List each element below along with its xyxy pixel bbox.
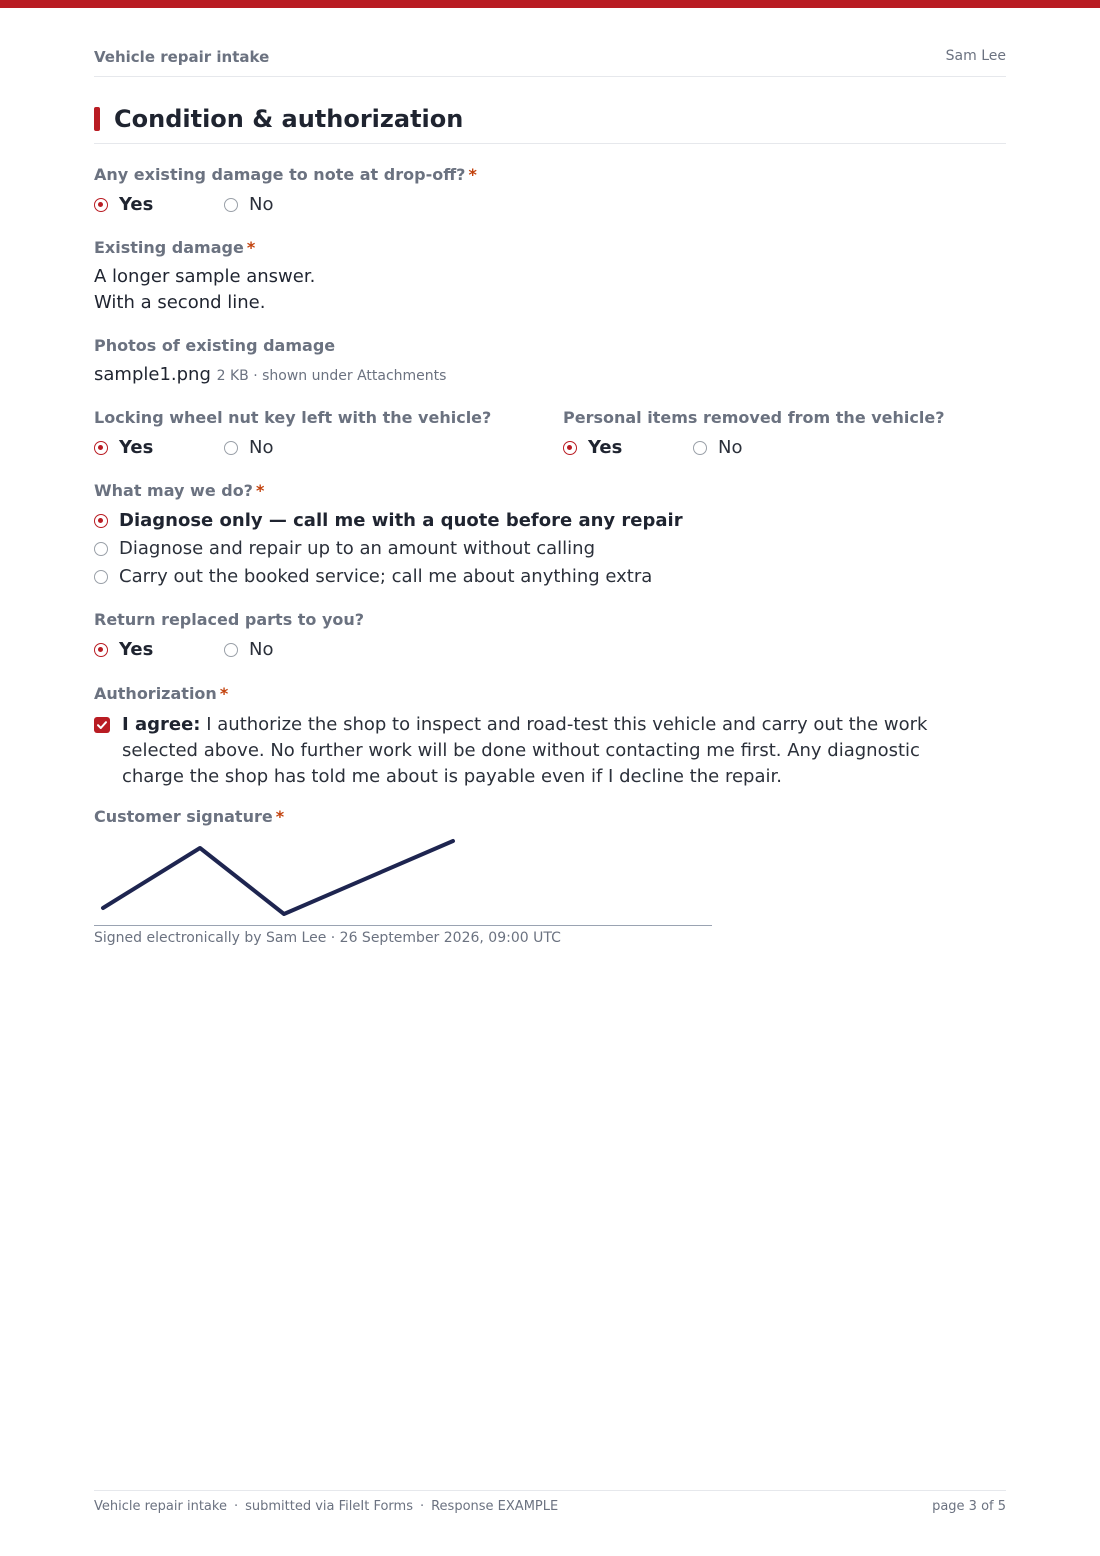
radio-no[interactable]: [224, 192, 273, 218]
file-meta: 2 KB · shown under Attachments: [216, 368, 447, 384]
radio-empty-icon: [224, 198, 238, 212]
section-title: Condition & authorization: [114, 105, 464, 133]
section-header: [94, 104, 1006, 144]
file-attachment: [94, 362, 446, 389]
radio-group: [94, 192, 477, 218]
radio-selected-icon: [563, 441, 577, 455]
question-damage-description: [94, 238, 315, 316]
agree-checkbox-row: [94, 712, 984, 790]
question-work-scope: [94, 481, 683, 591]
radio-diagnose-repair[interactable]: [94, 535, 683, 563]
required-marker: *: [275, 807, 285, 826]
question-label: Customer signature: [94, 807, 273, 826]
radio-group: [94, 507, 683, 591]
radio-group: [94, 435, 491, 461]
file-name[interactable]: sample1.png: [94, 364, 211, 385]
radio-group: [563, 435, 945, 461]
required-marker: *: [246, 238, 256, 257]
question-personal-items: [563, 408, 945, 461]
section-accent-bar: [94, 107, 100, 131]
question-label: Personal items removed from the vehicle?: [563, 408, 945, 427]
radio-label: Yes: [119, 437, 154, 458]
question-label: What may we do?: [94, 481, 253, 500]
radio-selected-icon: [94, 514, 108, 528]
radio-empty-icon: [224, 441, 238, 455]
agree-lead: I agree:: [122, 714, 201, 735]
question-label: Photos of existing damage: [94, 336, 336, 355]
radio-selected-icon: [94, 198, 108, 212]
question-signature: [94, 807, 712, 946]
question-label: Return replaced parts to you?: [94, 610, 365, 629]
page-header: [94, 48, 1006, 77]
radio-no[interactable]: [693, 435, 742, 461]
radio-label: No: [249, 437, 274, 458]
radio-label: Diagnose only — call me with a quote before any repair: [119, 510, 683, 531]
checkbox-checked-icon[interactable]: [94, 717, 110, 733]
question-locking-nut: [94, 408, 491, 461]
radio-empty-icon: [224, 643, 238, 657]
signature-box: [94, 833, 712, 926]
footer-separator: ·: [419, 1499, 425, 1514]
question-label: Locking wheel nut key left with the vehicle?: [94, 408, 492, 427]
footer-via: submitted via FileIt Forms: [245, 1499, 413, 1514]
radio-no[interactable]: [224, 435, 273, 461]
radio-label: Carry out the booked service; call me about anything extra: [119, 566, 653, 587]
question-photos: [94, 336, 446, 389]
radio-empty-icon: [693, 441, 707, 455]
radio-yes[interactable]: [94, 637, 153, 663]
radio-label: No: [249, 194, 274, 215]
page-number: page 3 of 5: [932, 1499, 1006, 1514]
radio-empty-icon: [94, 570, 108, 584]
question-return-parts: [94, 610, 364, 663]
question-label: Authorization: [94, 684, 217, 703]
top-accent-bar: [0, 0, 1100, 8]
radio-label: No: [718, 437, 743, 458]
question-existing-damage: [94, 165, 477, 218]
radio-selected-icon: [94, 441, 108, 455]
page-footer: [94, 1490, 1006, 1514]
footer-separator: ·: [233, 1499, 239, 1514]
required-marker: *: [219, 684, 229, 703]
radio-label: Diagnose and repair up to an amount without calling: [119, 538, 595, 559]
radio-selected-icon: [94, 643, 108, 657]
radio-label: Yes: [119, 194, 154, 215]
agree-statement: I authorize the shop to inspect and road-test this vehicle and carry out the work selected above. No further work will be done without contacting me first. Any diagnostic charge the shop has told me about is payable even if I decline the repair.: [122, 714, 928, 787]
required-marker: *: [468, 165, 477, 184]
user-name: Sam Lee: [945, 48, 1006, 64]
answer-text: A longer sample answer. With a second line.: [94, 266, 316, 313]
radio-booked-service[interactable]: [94, 563, 683, 591]
signature-caption: Signed electronically by Sam Lee · 26 September 2026, 09:00 UTC: [94, 930, 561, 946]
footer-response: Response EXAMPLE: [431, 1499, 559, 1514]
question-label: Any existing damage to note at drop-off?: [94, 165, 466, 184]
radio-label: No: [249, 639, 274, 660]
radio-label: Yes: [119, 639, 154, 660]
radio-no[interactable]: [224, 637, 273, 663]
radio-yes[interactable]: [563, 435, 622, 461]
radio-label: Yes: [588, 437, 623, 458]
radio-diagnose-only[interactable]: [94, 507, 683, 535]
question-authorization: [94, 684, 984, 790]
radio-yes[interactable]: [94, 192, 153, 218]
footer-form-name: Vehicle repair intake: [94, 1499, 227, 1514]
question-label: Existing damage: [94, 238, 244, 257]
required-marker: *: [255, 481, 265, 500]
radio-yes[interactable]: [94, 435, 153, 461]
radio-group: [94, 637, 364, 663]
signature-drawing: [94, 833, 712, 925]
agree-text: [122, 712, 984, 790]
form-title: Vehicle repair intake: [94, 48, 270, 66]
radio-empty-icon: [94, 542, 108, 556]
